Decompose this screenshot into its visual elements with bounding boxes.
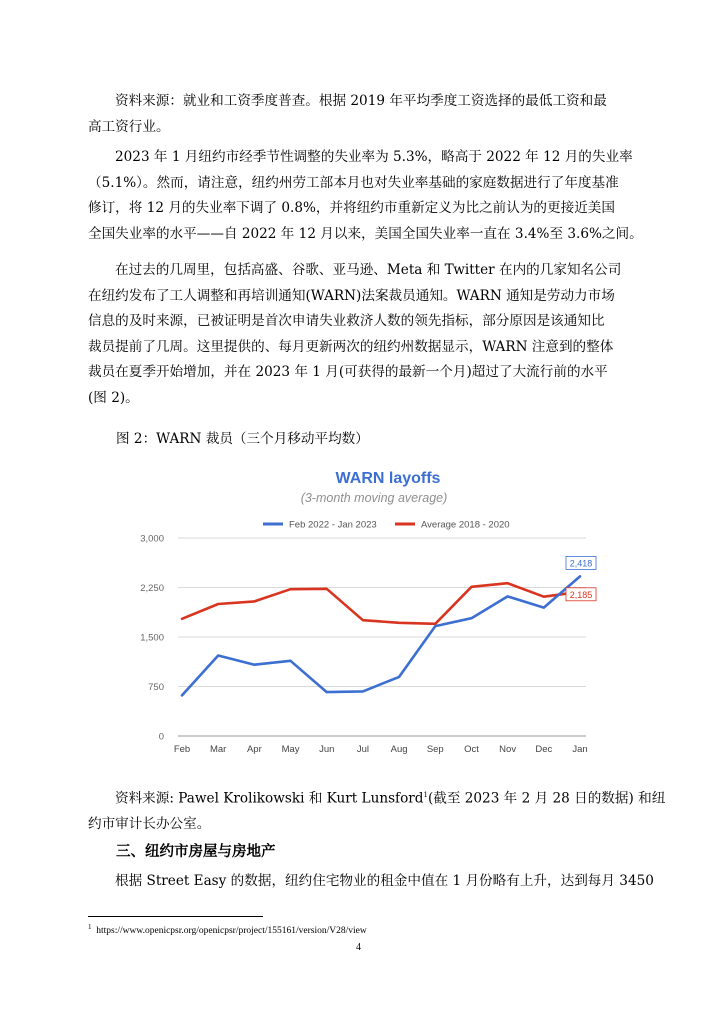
x-tick-label: Feb bbox=[173, 744, 191, 755]
data-label-blue: 2,418 bbox=[569, 558, 593, 569]
x-tick-label: Oct bbox=[464, 744, 479, 755]
legend-label: Feb 2022 - Jan 2023 bbox=[289, 519, 377, 531]
footnote-number: 1 bbox=[88, 923, 92, 931]
text-line: 信息的及时来源，已被证明是首次申请失业救济人数的领先指标，部分原因是该通知比 bbox=[88, 313, 605, 330]
footnote-divider bbox=[88, 916, 263, 917]
x-tick-label: Sep bbox=[426, 744, 444, 755]
source-text: 资料来源: Pawel Krolikowski 和 Kurt Lunsford bbox=[115, 790, 424, 807]
x-tick-label: May bbox=[281, 744, 300, 755]
x-tick-label: Apr bbox=[246, 744, 262, 755]
paragraph-warn-notices bbox=[88, 258, 640, 412]
text-line: 全国失业率的水平——自 2022 年 12 月以来，美国全国失业率一直在 3.4%至 3.6%之间。 bbox=[88, 225, 643, 242]
x-tick-label: Jul bbox=[356, 744, 369, 755]
text-line: (图 2)。 bbox=[88, 389, 139, 406]
x-tick-label: Aug bbox=[390, 744, 408, 755]
x-tick-label: Dec bbox=[535, 744, 553, 755]
chart-subtitle: (3-month moving average) bbox=[300, 491, 448, 505]
text-line: 修订，将 12 月的失业率下调了 0.8%，并将纽约市重新定义为比之前认为的更接近美国 bbox=[88, 200, 615, 217]
series-line-feb2022-jan2023 bbox=[182, 576, 580, 695]
chart-y-axis bbox=[140, 534, 164, 743]
x-tick-label: Mar bbox=[209, 744, 227, 755]
text-line: 在纽约发布了工人调整和再培训通知(WARN)法案裁员通知。WARN 通知是劳动力市场 bbox=[88, 287, 615, 304]
y-tick-label: 750 bbox=[148, 682, 164, 693]
chart-series bbox=[182, 576, 580, 695]
y-tick-label: 2,250 bbox=[140, 583, 164, 594]
text-line: 裁员提前了几周。这里提供的、每月更新两次的纽约州数据显示，WARN 注意到的整体 bbox=[88, 338, 614, 355]
series-line-average-2018-2020 bbox=[182, 583, 580, 624]
paragraph-unemployment bbox=[88, 145, 643, 247]
y-tick-label: 0 bbox=[158, 731, 164, 743]
data-label-red: 2,185 bbox=[569, 589, 593, 600]
page-number: 4 bbox=[356, 942, 361, 953]
text-line: 约市审计长办公室。 bbox=[88, 816, 211, 833]
text-line: 裁员在夏季开始增加，并在 2023 年 1 月(可获得的最新一个月)超过了大流行前的水平 bbox=[88, 364, 608, 381]
paragraph-source-note-1 bbox=[88, 89, 640, 140]
x-tick-label: Nov bbox=[499, 744, 517, 755]
y-tick-label: 1,500 bbox=[140, 632, 164, 644]
text-line: 高工资行业。 bbox=[88, 118, 170, 135]
text-line: 根据 Street Easy 的数据，纽约住宅物业的租金中值在 1 月份略有上升，达到每月 3450 bbox=[115, 873, 654, 889]
footnote bbox=[88, 923, 367, 936]
chart-gridlines bbox=[178, 538, 586, 736]
source-text: (截至 2023 年 2 月 28 日的数据) 和纽 bbox=[427, 790, 666, 807]
text-line bbox=[88, 783, 666, 812]
text-line: 在过去的几周里，包括高盛、谷歌、亚马逊、Meta 和 Twitter 在内的几家知名公司 bbox=[115, 262, 622, 278]
x-tick-label: Jan bbox=[572, 744, 588, 755]
footnote-url: https://www.openicpsr.org/openicpsr/project/155161/version/V28/view bbox=[96, 926, 367, 937]
chart-title: WARN layoffs bbox=[335, 470, 441, 487]
text-line: 2023 年 1 月纽约市经季节性调整的失业率为 5.3%，略高于 2022 年 12 月的失业率 bbox=[115, 149, 633, 165]
footnote-marker: 1 bbox=[423, 791, 428, 799]
y-tick-label: 3,000 bbox=[140, 533, 164, 545]
chart-legend bbox=[263, 520, 510, 531]
warn-layoffs-chart bbox=[120, 465, 600, 765]
paragraph-housing bbox=[88, 869, 654, 895]
chart-x-axis bbox=[174, 744, 588, 755]
legend-label: Average 2018 - 2020 bbox=[421, 519, 510, 531]
chart-data-labels bbox=[566, 556, 596, 600]
paragraph-chart-source bbox=[88, 783, 666, 838]
x-tick-label: Jun bbox=[319, 744, 335, 755]
figure-caption: 图 2：WARN 裁员（三个月移动平均数） bbox=[116, 431, 369, 447]
text-line: （5.1%）。然而，请注意，纽约州劳工部本月也对失业率基础的家庭数据进行了年度基准 bbox=[88, 174, 619, 191]
section-heading: 三、纽约市房屋与房地产 bbox=[116, 844, 276, 860]
text-line: 资料来源：就业和工资季度普查。根据 2019 年平均季度工资选择的最低工资和最 bbox=[115, 93, 607, 109]
